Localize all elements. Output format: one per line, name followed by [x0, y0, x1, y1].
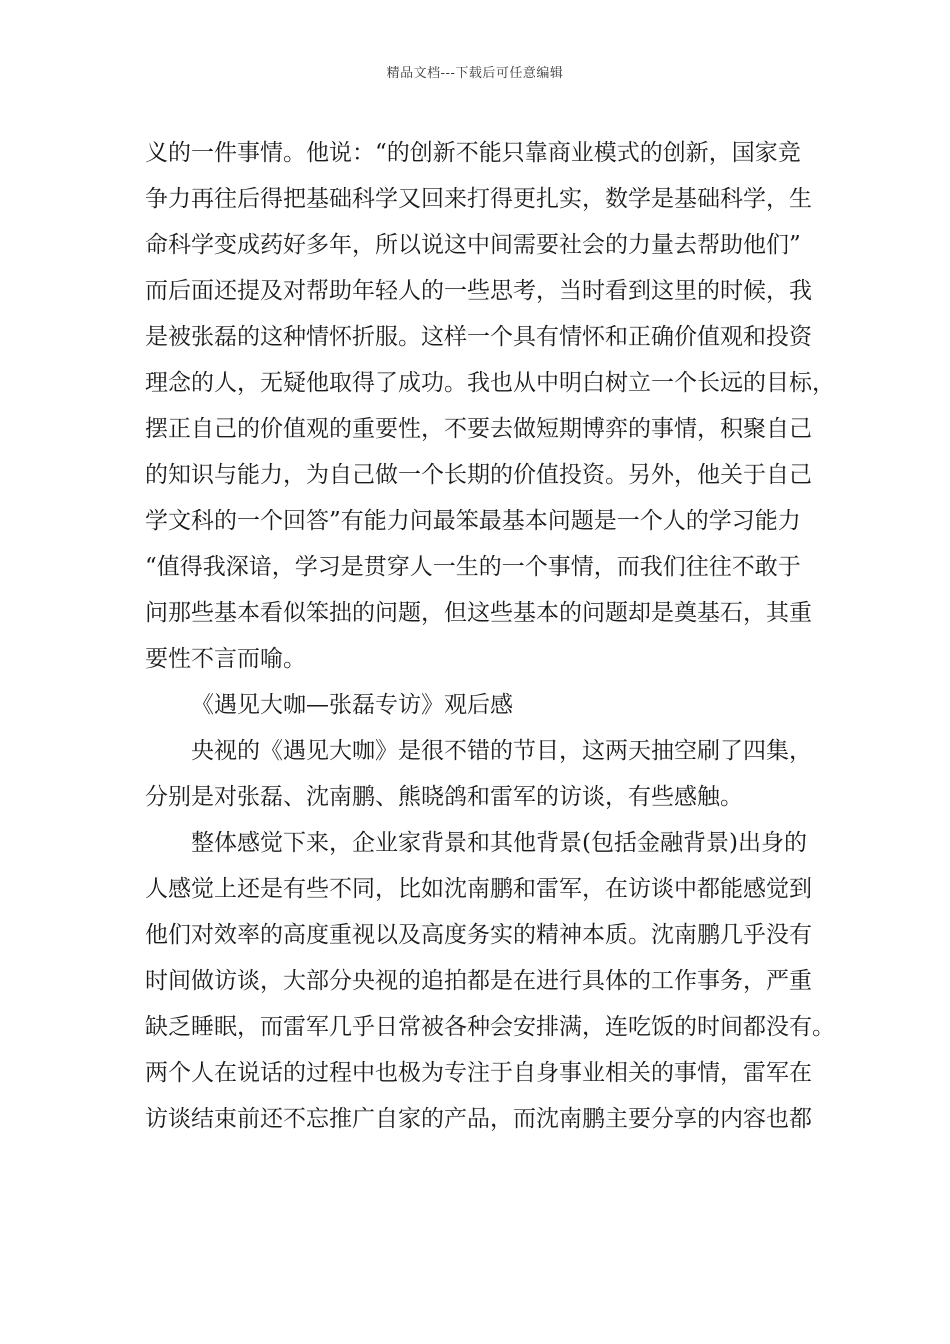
body-line: 时间做访谈，大部分央视的追拍都是在进行具体的工作事务，严重 — [145, 968, 812, 994]
body-line: 人感觉上还是有些不同，比如沈南鹏和雷军，在访谈中都能感觉到 — [145, 876, 812, 902]
body-line: 义的一件事情。他说：“的创新不能只靠商业模式的创新，国家竞 — [145, 140, 801, 166]
body-line: 访谈结束前还不忘推广自家的产品，而沈南鹏主要分享的内容也都 — [145, 1106, 812, 1132]
body-line: 分别是对张磊、沈南鹏、熊晓鸽和雷军的访谈，有些感触。 — [145, 784, 743, 810]
body-line: 缺乏睡眠，而雷军几乎日常被各种会安排满，连吃饭的时间都没有。 — [145, 1014, 835, 1040]
body-line: 摆正自己的价值观的重要性，不要去做短期博弈的事情，积聚自己 — [145, 416, 812, 442]
body-line: “值得我深谙，学习是贯穿人一生的一个事情，而我们往往不敢于 — [145, 554, 801, 580]
body-line: 问那些基本看似笨拙的问题，但这些基本的问题却是奠基石，其重 — [145, 600, 812, 626]
section-title: 《遇见大咖—张磊专访》观后感 — [191, 692, 513, 718]
body-line: 是被张磊的这种情怀折服。这样一个具有情怀和正确价值观和投资 — [145, 324, 812, 350]
body-line: 两个人在说话的过程中也极为专注于自身事业相关的事情，雷军在 — [145, 1060, 812, 1086]
page-header: 精品文档---下载后可任意编辑 — [386, 66, 564, 81]
body-line: 理念的人，无疑他取得了成功。我也从中明白树立一个长远的目标， — [145, 370, 835, 396]
body-line: 而后面还提及对帮助年轻人的一些思考，当时看到这里的时候，我 — [145, 278, 812, 304]
body-line: 争力再往后得把基础科学又回来打得更扎实，数学是基础科学，生 — [145, 186, 812, 212]
body-line: 命科学变成药好多年，所以说这中间需要社会的力量去帮助他们” — [145, 232, 801, 258]
body-line: 要性不言而喻。 — [145, 646, 306, 672]
document-body — [145, 130, 835, 1142]
body-line: 他们对效率的高度重视以及高度务实的精神本质。沈南鹏几乎没有 — [145, 922, 812, 948]
body-line: 学文科的一个回答”有能力问最笨最基本问题是一个人的学习能力 — [145, 508, 801, 534]
body-line: 整体感觉下来，企业家背景和其他背景(包括金融背景)出身的 — [191, 830, 807, 856]
body-line: 的知识与能力，为自己做一个长期的价值投资。另外，他关于自己 — [145, 462, 812, 488]
body-line: 央视的《遇见大咖》是很不错的节目，这两天抽空刷了四集， — [191, 738, 812, 764]
